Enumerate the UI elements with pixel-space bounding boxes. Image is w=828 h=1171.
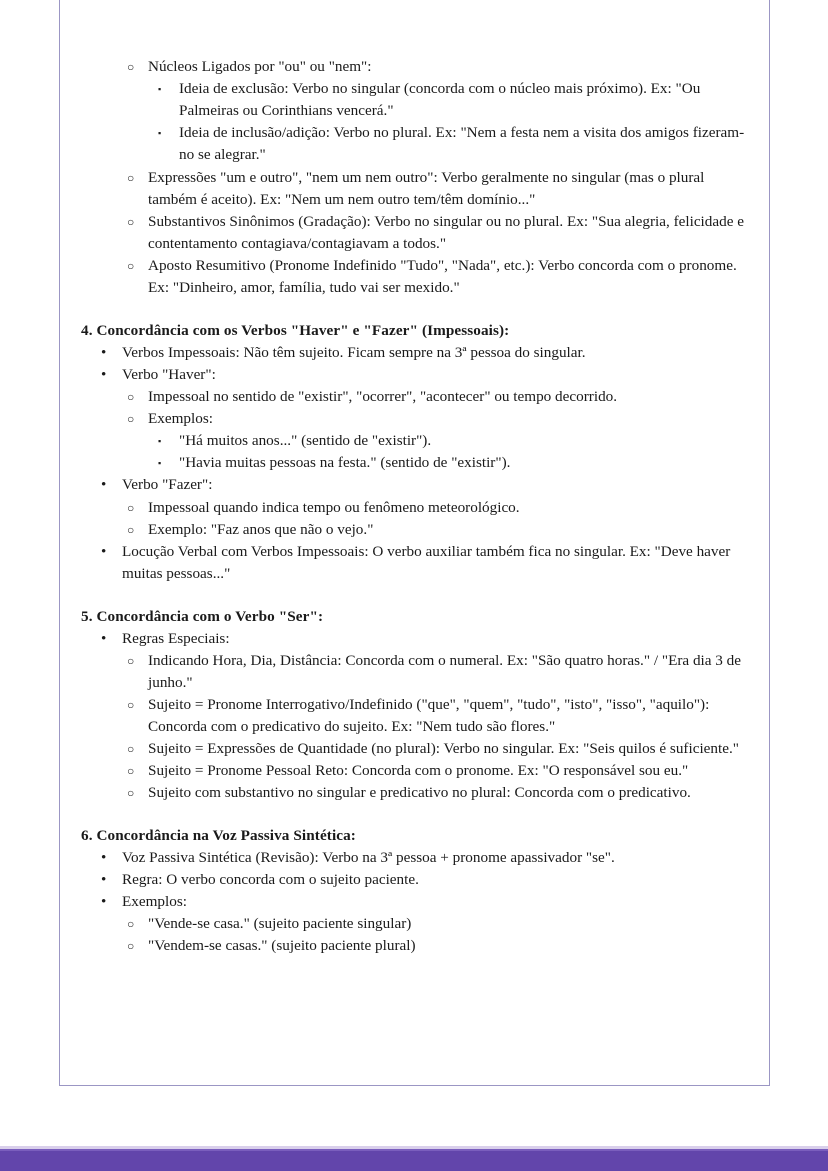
circle-bullet-icon: ○ [127, 917, 135, 932]
list-level1-section4-c [81, 541, 749, 585]
list-item-label: Impessoal no sentido de "existir", "ocorrer", "acontecer" ou tempo decorrido. [148, 388, 618, 405]
circle-bullet-icon: ○ [127, 60, 135, 74]
list-item-label: Voz Passiva Sintética (Revisão): Verbo na 3ª pessoa + pronome apassivador "se". [122, 849, 615, 867]
square-bullet-icon: ▪ [158, 436, 162, 447]
list-item-label: Impessoal quando indica tempo ou fenômeno meteorológico. [148, 498, 520, 516]
list-item-label: Exemplos: [148, 410, 213, 428]
list-item-label: Sujeito com substantivo no singular e predicativo no plural: Concorda com o predicativo. [148, 784, 691, 802]
list-item [155, 78, 749, 122]
list-item-verbos-impessoais [95, 342, 749, 364]
circle-bullet-icon: ○ [127, 214, 135, 229]
list-item-label: Sujeito = Pronome Pessoal Reto: Concorda com o pronome. Ex: "O responsável sou eu." [148, 762, 689, 780]
disc-bullet-icon: • [101, 871, 107, 889]
list-item-substantivos-sinonimos [124, 211, 749, 255]
list-item-aposto-resumitivo [124, 255, 749, 299]
list-item-verbo-fazer [95, 474, 749, 496]
list-item-label: Regra: O verbo concorda com o sujeito paciente. [122, 871, 419, 889]
list-item-regras-especiais [95, 628, 749, 650]
list-item-fazer-exemplo [124, 519, 749, 541]
list-item-exemplos-label [95, 891, 749, 913]
bottom-accent-bar [0, 1146, 828, 1171]
circle-bullet-icon: ○ [127, 786, 135, 801]
circle-bullet-icon: ○ [127, 764, 135, 779]
list-item-haver-exemplos-label [124, 408, 749, 430]
list-item [124, 935, 749, 957]
circle-bullet-icon: ○ [127, 390, 135, 404]
disc-bullet-icon: • [101, 365, 107, 383]
circle-bullet-icon: ○ [127, 412, 135, 427]
list-item [155, 452, 749, 474]
list-item-label: Ideia de inclusão/adição: Verbo no plural. Ex: "Nem a festa nem a visita dos amigos fizeram-no se alegrar." [179, 124, 745, 164]
circle-bullet-icon: ○ [127, 500, 135, 515]
section-heading-4: 4. Concordância com os Verbos "Haver" e "Fazer" (Impessoais): [81, 322, 510, 340]
list-item-label: Exemplos: [122, 893, 187, 911]
list-level2-section6-exemplos [81, 913, 749, 957]
list-item [124, 738, 749, 760]
list-item-label: Expressões "um e outro", "nem um nem outro": Verbo geralmente no singular (mas o plural também é aceito). Ex: "Nem um nem outro tem/têm domínio..." [148, 168, 705, 208]
list-item-label: Ideia de exclusão: Verbo no singular (concorda com o núcleo mais próximo). Ex: "Ou Palmeiras ou Corinthians vencerá." [179, 80, 701, 120]
list-item-label: Verbos Impessoais: Não têm sujeito. Ficam sempre na 3ª pessoa do singular. [122, 343, 586, 361]
list-level2-section5-regras [81, 650, 749, 805]
circle-bullet-icon: ○ [127, 742, 135, 757]
list-item-label: Regras Especiais: [122, 629, 230, 647]
square-bullet-icon: ▪ [158, 84, 162, 95]
spacer [81, 299, 749, 320]
list-item-expressoes-um-e-outro [124, 167, 749, 211]
disc-bullet-icon: • [101, 476, 107, 494]
list-item-label: "Vende-se casa." (sujeito paciente singular) [148, 915, 412, 933]
disc-bullet-icon: • [101, 542, 107, 560]
spacer [81, 804, 749, 825]
circle-bullet-icon: ○ [127, 258, 135, 273]
list-level2-nucleos [81, 56, 749, 78]
spacer [81, 585, 749, 606]
list-item [155, 430, 749, 452]
section-heading-5: 5. Concordância com o Verbo "Ser": [81, 607, 324, 625]
list-item-label: "Vendem-se casas." (sujeito paciente plural) [148, 937, 416, 955]
list-item-label: Aposto Resumitivo (Pronome Indefinido "Tudo", "Nada", etc.): Verbo concorda com o pronome. Ex: "Dinheiro, amor, família, tudo vai ser mexido." [148, 256, 737, 297]
list-level3-haver-exemplos [81, 430, 749, 474]
list-item-label: Substantivos Sinônimos (Gradação): Verbo no singular ou no plural. Ex: "Sua alegria, felicidade e contentamento contagiava/contagiavam a todos." [148, 212, 744, 252]
list-item-label: Verbo "Haver": [122, 365, 216, 383]
circle-bullet-icon: ○ [127, 522, 135, 537]
list-item-haver-impessoal [124, 386, 749, 408]
list-item-label: "Havia muitas pessoas na festa." (sentido de "existir"). [179, 454, 511, 472]
list-item-regra [95, 869, 749, 891]
list-item-label: Locução Verbal com Verbos Impessoais: O verbo auxiliar também fica no singular. Ex: "Deve haver muitas pessoas..." [122, 542, 731, 582]
list-level2-fazer [81, 497, 749, 541]
disc-bullet-icon: • [101, 343, 107, 361]
list-item-verbo-haver [95, 364, 749, 386]
disc-bullet-icon: • [101, 629, 107, 647]
list-level1-section4-b [81, 474, 749, 496]
list-item-label: Núcleos Ligados por "ou" ou "nem": [148, 58, 372, 75]
list-item-fazer-impessoal [124, 497, 749, 519]
list-item-label: Sujeito = Pronome Interrogativo/Indefinido ("que", "quem", "tudo", "isto", "isso", "aquilo"): Concorda com o predicativo do sujeito. Ex: "Nem tudo são flores." [148, 695, 710, 735]
document-content [81, 56, 749, 958]
disc-bullet-icon: • [101, 893, 107, 911]
list-level2-haver [81, 386, 749, 430]
accent-bar-sheen [0, 1149, 828, 1151]
list-item-label: Indicando Hora, Dia, Distância: Concorda com o numeral. Ex: "São quatro horas." / "Era dia 3 de junho." [148, 651, 742, 691]
list-item [124, 913, 749, 935]
list-item [124, 782, 749, 804]
list-item-voz-passiva-revisao [95, 847, 749, 869]
list-item [155, 122, 749, 166]
list-item-label: Sujeito = Expressões de Quantidade (no plural): Verbo no singular. Ex: "Seis quilos é suficiente." [148, 740, 739, 758]
list-item [124, 760, 749, 782]
list-item-label: Verbo "Fazer": [122, 476, 213, 494]
square-bullet-icon: ▪ [158, 458, 162, 469]
circle-bullet-icon: ○ [127, 170, 135, 185]
list-level1-section5 [81, 628, 749, 650]
list-item-label: Exemplo: "Faz anos que não o vejo." [148, 520, 374, 538]
square-bullet-icon: ▪ [158, 128, 162, 139]
list-level3-nucleos-children [81, 78, 749, 166]
list-item-nucleos-ou-nem [124, 56, 749, 78]
list-level1-section4-a [81, 342, 749, 386]
list-level1-section6 [81, 847, 749, 913]
circle-bullet-icon: ○ [127, 697, 135, 712]
disc-bullet-icon: • [101, 849, 107, 867]
circle-bullet-icon: ○ [127, 939, 135, 954]
list-level2-regras-gerais [81, 167, 749, 300]
section-heading-6: 6. Concordância na Voz Passiva Sintética: [81, 827, 356, 845]
circle-bullet-icon: ○ [127, 653, 135, 668]
list-item-locucao-verbal [95, 541, 749, 585]
list-item-label: "Há muitos anos..." (sentido de "existir"). [179, 432, 432, 450]
list-item [124, 650, 749, 694]
list-item [124, 694, 749, 738]
